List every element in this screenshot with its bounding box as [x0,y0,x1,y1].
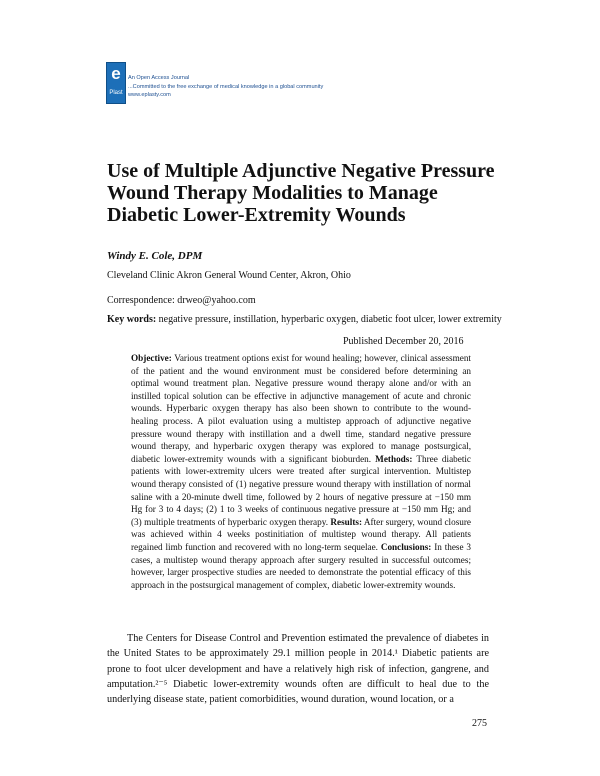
body-text [107,631,489,707]
methods-text: Three diabetic patients with lower-extremity ulcers were treated after surgical intervention. Multistep wound therapy consisted of (1) negative pressure wound therapy with instillation of normal saline with a 20-minute dwell time, followed by 2 hours of negative pressure at −150 mm Hg for 3 to 4 days; (2) 1 to 3 weeks of continuous negative pressure at −150 mm Hg; and (3) multiple treatments of hyperbaric oxygen therapy. [131,453,471,527]
correspondence: Correspondence: drweo@yahoo.com [107,295,256,306]
journal-url[interactable]: www.eplasty.com [128,92,171,98]
abstract [131,352,471,591]
results-label: Results: [330,516,363,527]
journal-tagline [128,74,323,100]
keywords [107,314,502,325]
objective-label: Objective: [131,353,172,363]
published-date: Published December 20, 2016 [343,336,464,347]
logo-name: Plast [109,90,123,96]
journal-line1: An Open Access Journal [128,75,190,81]
journal-logo [106,62,126,104]
logo-letter: e [111,64,121,83]
page-number: 275 [472,718,487,729]
conclusions-label: Conclusions: [380,541,432,552]
results-text: After surgery, wound closure was achieved within 4 weeks postinitiation of multistep wound therapy. All patients regained limb function and recovered with no long-term sequelae. [131,516,472,552]
methods-label: Methods: [375,453,413,464]
article-title: Use of Multiple Adjunctive Negative Pressure Wound Therapy Modalities to Manage Diabetic Lower-Extremity Wounds [107,160,495,226]
keywords-list: negative pressure, instillation, hyperbaric oxygen, diabetic foot ulcer, lower extremity [158,314,502,325]
objective-text: Various treatment options exist for wound healing; however, clinical assessment of the patient and the wound environment must be considered before determining an optimal wound treatment plan. Negative pressure wound therapy alone and/or with an instilled topical solution can be effective in adjunctive management of acute and chronic wounds. Hyperbaric oxygen therapy has also been shown to contribute to the wound-healing process. A pilot evaluation using a multistep approach of adjunctive negative pressure wound therapy with instillation and a dwell time, standard negative pressure wound therapy, and hyperbaric oxygen therapy was explored to manage postsurgical, diabetic lower-extremity wounds with a significant bioburden. [131,353,471,464]
journal-line2: ...Committed to the free exchange of medical knowledge in a global community [128,83,324,90]
author-affiliation: Cleveland Clinic Akron General Wound Center, Akron, Ohio [107,270,351,281]
keywords-label: Key words: [107,314,157,325]
conclusions-text: In these 3 cases, a multistep wound therapy approach after surgery resulted in successful outcomes; however, larger prospective studies are needed to demonstrate the potential efficacy of this approach in the postsurgical management of complex, diabetic lower-extremity wounds. [131,541,472,590]
body-paragraph: The Centers for Disease Control and Prevention estimated the prevalence of diabetes in the United States to be approximately 29.1 million people in 2014.¹ Diabetic patients are prone to foot ulcer development and have a relatively high risk of infection, gangrene, and amputation.²⁻⁵ Diabetic lower-extremity wounds often are difficult to heal due to the underlying disease state, patient comorbidities, wound duration, wound location, or a [107,633,489,706]
author-name: Windy E. Cole, DPM [107,250,203,262]
